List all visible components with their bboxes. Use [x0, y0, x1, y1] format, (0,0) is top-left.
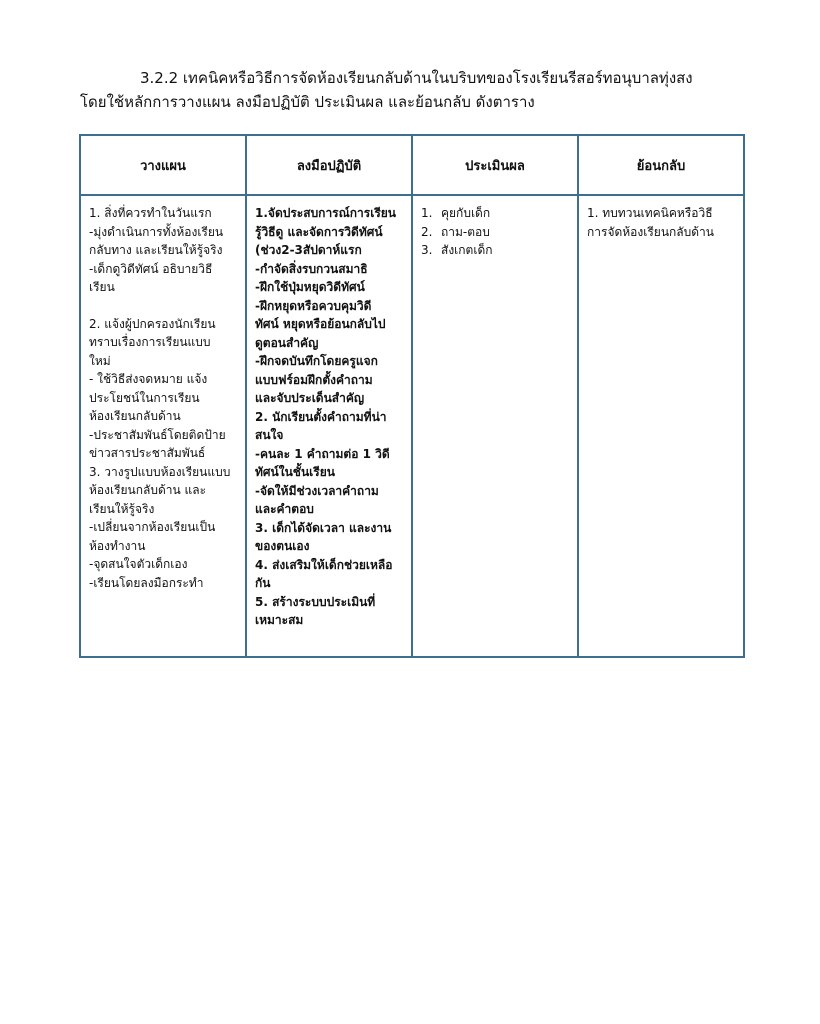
- evaluate-list: [421, 204, 571, 260]
- cell-reflect: [578, 195, 744, 657]
- plan-line: -เรียนโดยลงมือกระทำ: [89, 575, 204, 590]
- evaluate-item-text: คุยกับเด็ก: [441, 206, 491, 220]
- table-row: [80, 195, 744, 657]
- cell-plan: [80, 195, 246, 657]
- cell-evaluate: [412, 195, 578, 657]
- plan-line: -เด็กดูวิดีทัศน์ อธิบายวิธี: [89, 261, 213, 276]
- plan-line: เรียน: [89, 280, 115, 294]
- act-line: -ฝึกใช้ปุ่มหยุดวิดีทัศน์: [255, 280, 365, 294]
- plan-list: [89, 204, 239, 592]
- plan-line: ห้องเรียนกลับด้าน และ: [89, 483, 207, 497]
- act-line: 4. ส่งเสริมให้เด็กช่วยเหลือ: [255, 557, 393, 572]
- plan-line: ห้องเรียนกลับด้าน: [89, 409, 181, 423]
- plan-line: เรียนให้รู้จริง: [89, 501, 155, 516]
- act-line: สนใจ: [255, 428, 284, 442]
- act-list: [255, 204, 405, 630]
- evaluate-item: [421, 223, 571, 242]
- reflect-list: [587, 204, 737, 241]
- act-line: แบบฟร์อมฝึกตั้งคำถาม: [255, 372, 373, 387]
- plan-line: 1. สิ่งที่ควรทำในวันแรก: [89, 206, 212, 220]
- act-line: และคำตอบ: [255, 502, 314, 516]
- intro-line-1: 3.2.2 เทคนิคหรือวิธีการจัดห้องเรียนกลับด้านในบริบทของโรงเรียนรีสอร์ทอนุบาลทุ่งสง: [140, 69, 693, 87]
- table-header-row: [80, 135, 744, 195]
- act-line: 5. สร้างระบบประเมินที่: [255, 594, 376, 609]
- act-line: รู้วิธีดู และจัดการวิดีทัศน์: [255, 224, 383, 239]
- act-line: -ฝึกหยุดหรือควบคุมวิดี: [255, 298, 372, 313]
- reflect-line: 1. ทบทวนเทคนิคหรือวิธี: [587, 206, 713, 220]
- reflect-line: การจัดห้องเรียนกลับด้าน: [587, 224, 715, 239]
- header-act: ลงมือปฏิบัติ: [246, 135, 412, 195]
- plan-line: 3. วางรูปแบบห้องเรียนแบบ: [89, 464, 231, 479]
- plan-line: [89, 297, 239, 315]
- plan-line: - ใช้วิธีส่งจดหมาย แจ้ง: [89, 372, 208, 386]
- act-line: 2. นักเรียนตั้งคำถามที่น่า: [255, 409, 387, 424]
- plan-line: -จุดสนใจตัวเด็กเอง: [89, 557, 188, 571]
- act-line: -จัดให้มีช่วงเวลาคำถาม: [255, 483, 379, 498]
- act-line: ทัศน์ในชั้นเรียน: [255, 465, 335, 479]
- plan-line: 2. แจ้งผู้ปกครองนักเรียน: [89, 316, 216, 331]
- act-line: -กำจัดสิ่งรบกวนสมาธิ: [255, 261, 368, 276]
- plan-line: กลับทาง และเรียนให้รู้จริง: [89, 243, 223, 257]
- header-evaluate: ประเมินผล: [412, 135, 578, 195]
- act-line: และจับประเด็นสำคัญ: [255, 391, 365, 405]
- intro-paragraph: [80, 66, 760, 114]
- act-line: กัน: [255, 576, 271, 590]
- plan-line: ใหม่: [89, 353, 111, 368]
- act-line: 1.จัดประสบการณ์การเรียน: [255, 206, 396, 220]
- act-line: ทัศน์ หยุดหรือย้อนกลับไป: [255, 317, 386, 331]
- act-line: -ฝึกจดบันทึกโดยครูแจก: [255, 354, 378, 368]
- plan-line: ทราบเรื่องการเรียนแบบ: [89, 335, 211, 349]
- cell-act: [246, 195, 412, 657]
- evaluate-item: [421, 241, 571, 260]
- plan-line: ห้องทำงาน: [89, 538, 146, 553]
- act-line: 3. เด็กได้จัดเวลา และงาน: [255, 520, 392, 535]
- plan-line: -เปลี่ยนจากห้องเรียนเป็น: [89, 520, 216, 534]
- intro-line-2: โดยใช้หลักการวางแผน ลงมือปฏิบัติ ประเมินผล และย้อนกลับ ดังตาราง: [80, 93, 535, 111]
- evaluate-item: [421, 204, 571, 223]
- plan-line: ประโยชน์ในการเรียน: [89, 390, 200, 405]
- evaluate-item-text: ถาม-ตอบ: [441, 224, 490, 239]
- act-line: ของตนเอง: [255, 539, 310, 553]
- evaluate-item-number: 3.: [421, 243, 433, 257]
- plan-table: [79, 134, 745, 658]
- evaluate-item-number: 2.: [421, 224, 433, 239]
- evaluate-item-text: สังเกตเด็ก: [441, 243, 493, 257]
- plan-line: -ประชาสัมพันธ์โดยติดป้าย: [89, 427, 226, 442]
- act-line: (ช่วง2-3สัปดาห์แรก: [255, 243, 362, 257]
- act-line: ดูตอนสำคัญ: [255, 335, 319, 350]
- act-line: เหมาะสม: [255, 613, 304, 627]
- plan-line: -มุ่งดำเนินการทั้งห้องเรียน: [89, 224, 224, 239]
- header-reflect: ย้อนกลับ: [578, 135, 744, 195]
- header-plan: วางแผน: [80, 135, 246, 195]
- evaluate-item-number: 1.: [421, 206, 433, 220]
- act-line: -คนละ 1 คำถามต่อ 1 วิดี: [255, 446, 390, 461]
- plan-line: ข่าวสารประชาสัมพันธ์: [89, 446, 206, 460]
